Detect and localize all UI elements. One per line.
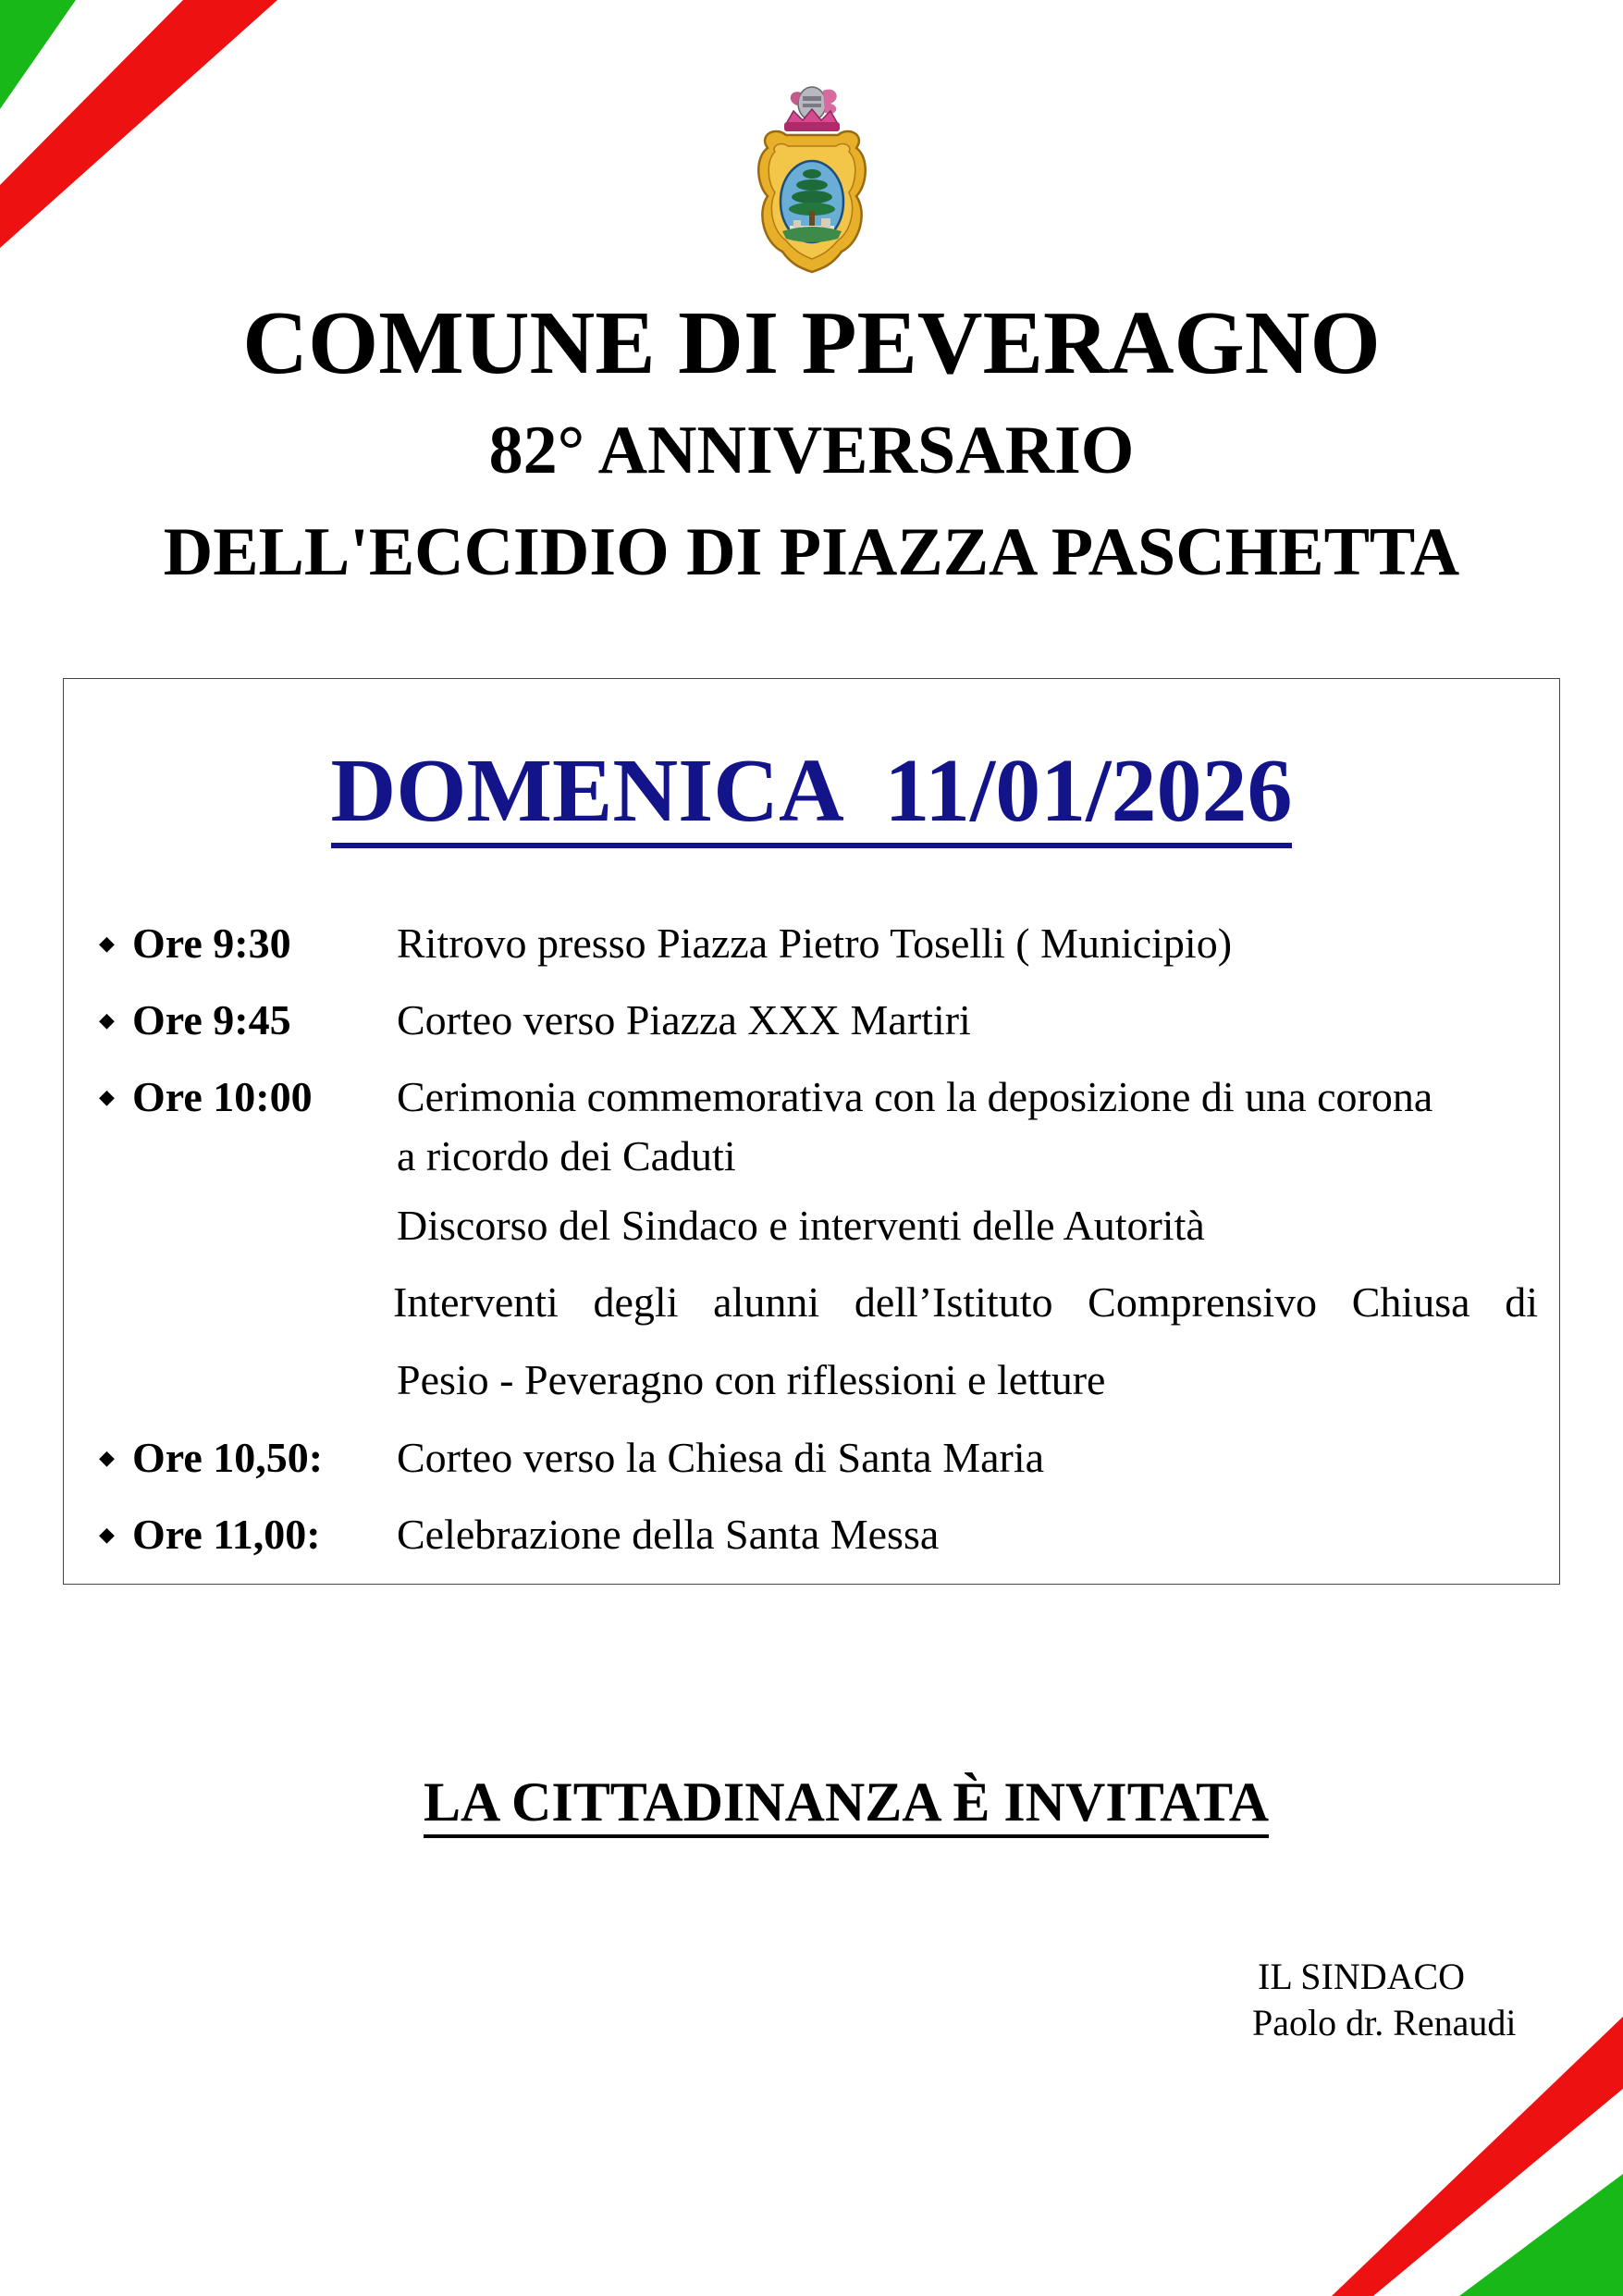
event-subtitle: DELL'ECCIDIO DI PIAZZA PASCHETTA	[163, 514, 1460, 590]
program-description: Cerimonia commemorativa con la deposizione di una corona	[397, 1073, 1433, 1120]
tricolore-corner-bottom-right	[1332, 2017, 1623, 2296]
program-time: Ore 10,50:	[132, 1434, 324, 1481]
event-date: DOMENICA 11/01/2026	[64, 746, 1559, 836]
program-description: Corteo verso la Chiesa di Santa Maria	[397, 1434, 1045, 1481]
diamond-bullet-icon: ◆	[99, 932, 115, 955]
program-time: Ore 11,00:	[132, 1511, 321, 1558]
tricolore-corner-top-left	[0, 0, 287, 250]
signature-name: Paolo dr. Renaudi	[1252, 2002, 1517, 2043]
anniversary-subtitle: 82° ANNIVERSARIO	[488, 413, 1135, 488]
program-description: Ritrovo presso Piazza Pietro Toselli ( Municipio)	[397, 920, 1233, 967]
program-description: Interventi degli alunni dell’Istituto Comprensivo Chiusa di	[393, 1278, 1538, 1326]
diamond-bullet-icon: ◆	[99, 1523, 115, 1546]
program-time: Ore 9:30	[132, 920, 291, 967]
program-time: Ore 10:00	[132, 1073, 313, 1120]
program-description: Corteo verso Piazza XXX Martiri	[397, 996, 971, 1043]
signature-title: IL SINDACO	[1258, 1956, 1466, 1997]
diamond-bullet-icon: ◆	[99, 1085, 115, 1108]
program-box	[63, 678, 1560, 1585]
program-time: Ore 9:45	[132, 996, 291, 1043]
program-description: a ricordo dei Caduti	[397, 1132, 736, 1179]
page-title: COMUNE DI PEVERAGNO	[242, 293, 1381, 393]
program-description: Discorso del Sindaco e interventi delle Autorità	[397, 1202, 1205, 1249]
program-description: Celebrazione della Santa Messa	[397, 1511, 940, 1558]
diamond-bullet-icon: ◆	[99, 1446, 115, 1469]
diamond-bullet-icon: ◆	[99, 1008, 115, 1031]
invitation-text: LA CITTADINANZA È INVITATA	[0, 1774, 1623, 1830]
signature-block	[1252, 1954, 1517, 2046]
program-description: Pesio - Peveragno con riflessioni e letture	[397, 1356, 1106, 1403]
coat-of-arms-icon	[721, 83, 906, 278]
